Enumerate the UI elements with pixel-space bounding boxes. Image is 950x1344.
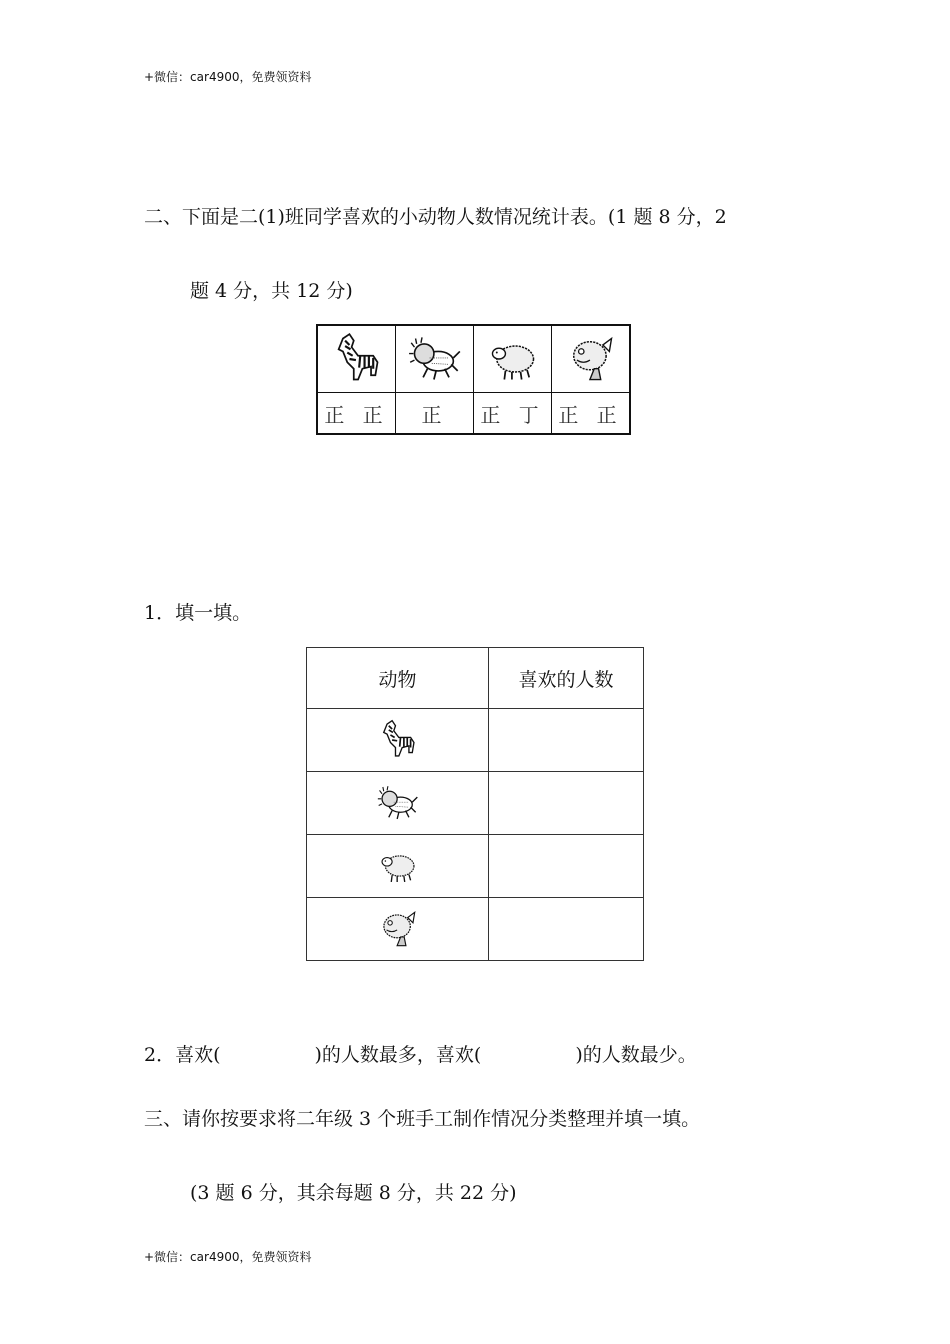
page-footer-watermark: +微信：car4900，免费领资料 [144, 1250, 312, 1264]
tally-table-animal-row [317, 325, 630, 393]
tally-mark-zebra: 正 正 [317, 393, 396, 435]
fill-table-header-row [307, 648, 644, 709]
section3-title-line2: (3 题 6 分，其余每题 8 分，共 22 分) [190, 1182, 517, 1204]
q2-part2: )的人数最多，喜欢( [314, 1044, 482, 1066]
q1-label: 1．填一填。 [144, 602, 252, 624]
animal-cell [307, 835, 489, 898]
col-header-count: 喜欢的人数 [489, 648, 644, 709]
tally-cell-zebra [317, 325, 396, 393]
fill-in-table [306, 647, 644, 961]
table-row [307, 898, 644, 961]
q2-text [144, 1040, 697, 1067]
count-answer-cell[interactable] [489, 772, 644, 835]
count-answer-cell[interactable] [489, 709, 644, 772]
lion-icon [373, 782, 423, 824]
table-row [307, 835, 644, 898]
section3-title-line1: 三、请你按要求将二年级 3 个班手工制作情况分类整理并填一填。 [144, 1108, 701, 1130]
animal-cell [307, 898, 489, 961]
tally-mark-sheep: 正 丁 [474, 393, 552, 435]
sheep-icon [374, 845, 422, 887]
section2-title-line2: 题 4 分，共 12 分) [190, 280, 353, 302]
tally-mark-fish: 正 正 [552, 393, 631, 435]
zebra-icon [330, 332, 384, 386]
q2-part1: 2．喜欢( [144, 1044, 221, 1066]
animal-cell [307, 709, 489, 772]
table-row [307, 709, 644, 772]
q2-part3: )的人数最少。 [575, 1044, 697, 1066]
tally-table [316, 324, 631, 435]
animal-cell [307, 772, 489, 835]
fish-icon [376, 907, 420, 951]
col-header-animal: 动物 [307, 648, 489, 709]
section2-title-line1: 二、下面是二(1)班同学喜欢的小动物人数情况统计表。(1 题 8 分，2 [144, 206, 727, 228]
count-answer-cell[interactable] [489, 898, 644, 961]
lion-icon [405, 332, 465, 386]
tally-mark-lion: 正 [396, 393, 474, 435]
tally-cell-lion [396, 325, 474, 393]
count-answer-cell[interactable] [489, 835, 644, 898]
sheep-icon [483, 332, 543, 386]
tally-cell-fish [552, 325, 631, 393]
fish-icon [564, 332, 618, 386]
zebra-icon [377, 719, 419, 761]
page-header-watermark: +微信：car4900，免费领资料 [144, 70, 312, 84]
table-row [307, 772, 644, 835]
tally-table-marks-row [317, 393, 630, 435]
tally-cell-sheep [474, 325, 552, 393]
